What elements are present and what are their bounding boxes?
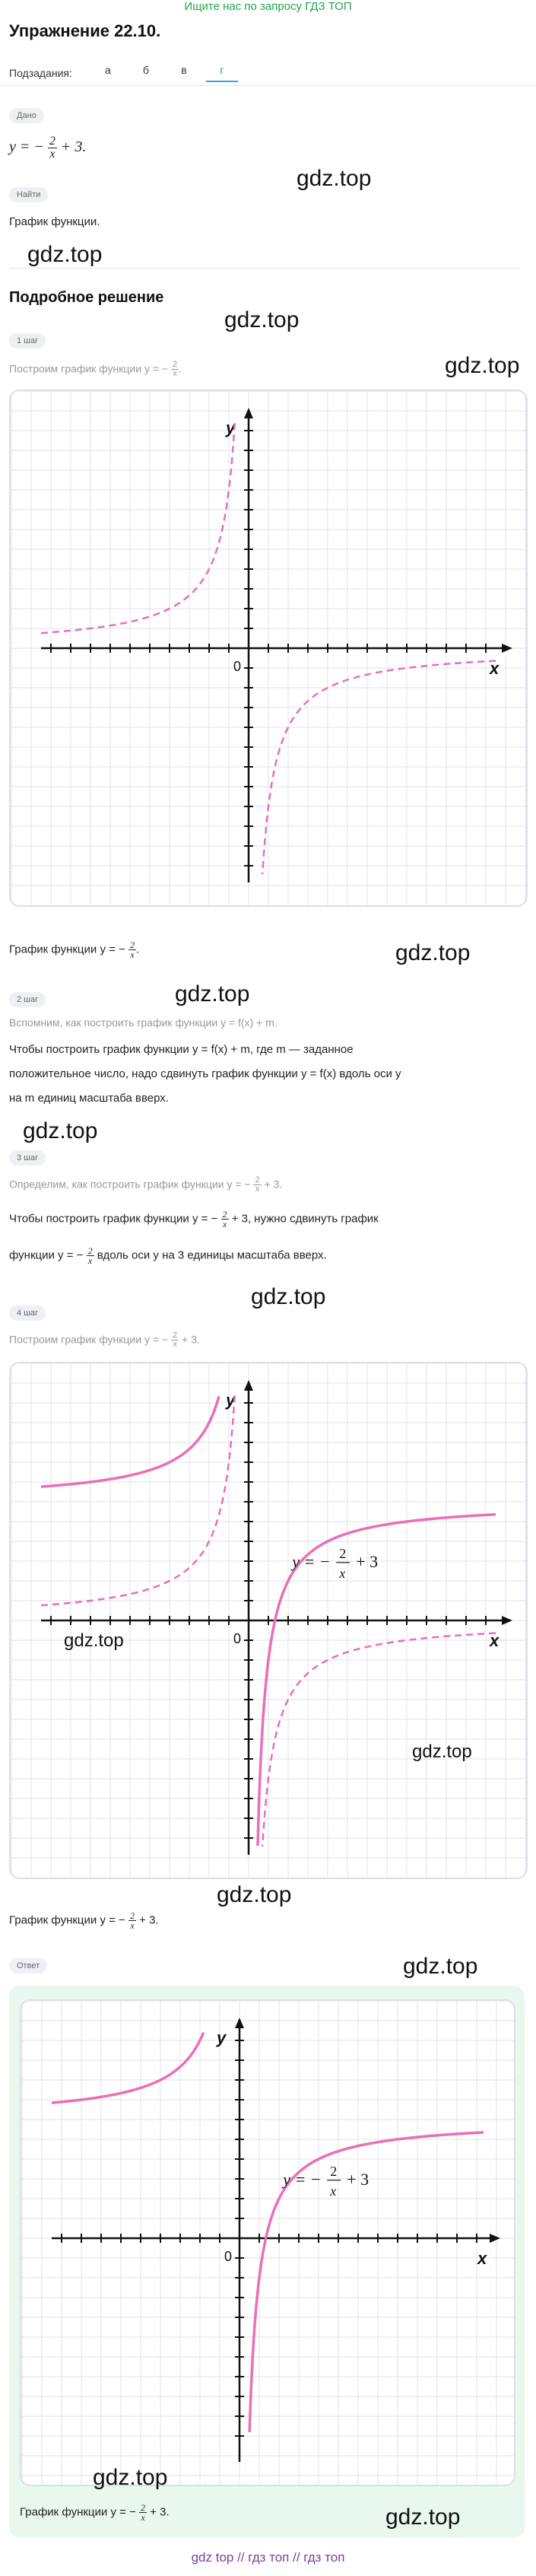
step3-body-2: [9, 1246, 327, 1265]
y-axis-label: y: [226, 418, 236, 437]
step3-body-1: [9, 1210, 379, 1229]
step2-body-2: положительное число, надо сдвинуть график функции y = f(x) вдоль оси y: [9, 1067, 401, 1080]
step3-text-prefix: Определим, как построить график функции y = −: [9, 1178, 251, 1191]
given-formula-suffix: + 3.: [60, 138, 87, 156]
step4-caption-tail: + 3.: [139, 1913, 159, 1927]
step1-caption-fraction: [128, 940, 136, 959]
step4-num: 2: [173, 1331, 178, 1340]
origin-label: 0: [233, 1631, 242, 1646]
answer-caption: [20, 2503, 170, 2522]
find-pill: Найти: [9, 187, 48, 202]
step4-text: [9, 1331, 200, 1349]
answer-caption-prefix: График функции y = −: [20, 2505, 136, 2519]
curve-label-den: x: [339, 1565, 346, 1581]
graph-svg-3: [21, 2001, 514, 2485]
watermark: gdz.top: [251, 1284, 326, 1309]
answer-caption-den: x: [141, 2512, 145, 2523]
answer-caption-tail: + 3.: [150, 2505, 170, 2519]
given-formula-prefix: y = −: [9, 138, 44, 156]
step1-num: 2: [173, 360, 178, 369]
tabs-divider: [0, 85, 536, 86]
step3-body2-den: x: [87, 1255, 93, 1266]
step1-caption-num: 2: [129, 940, 135, 950]
y-axis-arrow: [235, 2018, 244, 2028]
watermark: gdz.top: [403, 1954, 478, 1979]
step3-num: 2: [255, 1175, 260, 1185]
step1-fraction: [171, 361, 179, 378]
step4-caption: [9, 1911, 159, 1930]
answer-pill: Ответ: [9, 1958, 47, 1973]
step4-text-prefix: Построим график функции y = −: [9, 1333, 169, 1346]
answer-caption-fraction: [139, 2503, 147, 2522]
step4-caption-den: x: [130, 1920, 135, 1931]
watermark: gdz.top: [395, 940, 471, 965]
step2-body-3: на m единиц масштаба вверх.: [9, 1092, 169, 1105]
step1-caption-den: x: [130, 949, 135, 960]
y-axis-arrow: [244, 1380, 253, 1391]
shifted-hyperbola-branch: [52, 2033, 204, 2103]
dashed-hyperbola-branch: [41, 1395, 235, 1605]
graph-svg-2: [11, 1363, 526, 1878]
subtasks-label: Подзадания:: [9, 67, 72, 79]
step3-body2-fraction: [87, 1246, 94, 1265]
step3-body-1a: Чтобы построить график функции y = −: [9, 1212, 218, 1226]
step1-caption: [9, 940, 139, 959]
y-axis-label: y: [226, 1391, 236, 1410]
step3-fraction: [253, 1176, 261, 1194]
step3-body-fraction: [221, 1210, 229, 1229]
step2-pill: 2 шаг: [9, 992, 46, 1007]
x-axis-label: x: [477, 2249, 487, 2268]
curve-label-den: x: [330, 2183, 337, 2199]
step4-den: x: [173, 1340, 177, 1350]
given-fraction: [48, 135, 57, 161]
step3-body2-num: 2: [87, 1245, 93, 1256]
step1-pill: 1 шаг: [9, 333, 46, 348]
step1-tail: .: [179, 362, 182, 375]
origin-label: 0: [233, 659, 242, 674]
watermark: gdz.top: [27, 242, 103, 267]
given-num: 2: [49, 135, 56, 148]
page-title: Упражнение 22.10.: [9, 21, 161, 40]
graph-step1: [9, 390, 528, 907]
x-axis-arrow: [490, 2234, 500, 2243]
step3-text-tail: + 3.: [264, 1178, 283, 1191]
watermark: gdz.top: [175, 981, 250, 1007]
x-axis-label: x: [490, 1631, 500, 1650]
subtask-tabs: [9, 64, 241, 82]
curve-label-prefix: y = −: [283, 2169, 322, 2189]
step2-body-1: Чтобы построить график функции y = f(x) + m, где m — заданное: [9, 1043, 354, 1056]
tab-g[interactable]: г: [203, 64, 241, 82]
step3-body-1b: + 3, нужно сдвинуть график: [231, 1212, 379, 1226]
find-text: График функции.: [9, 215, 100, 228]
step1-text: [9, 361, 182, 378]
answer-caption-num: 2: [140, 2502, 145, 2513]
graph-step4: [9, 1362, 528, 1879]
x-axis-arrow: [502, 644, 512, 653]
watermark: gdz.top: [23, 1118, 98, 1143]
step1-caption-tail: .: [135, 943, 140, 956]
curve-label-tail: + 3: [347, 2169, 369, 2189]
solution-title: Подробное решение: [9, 289, 164, 306]
watermark: gdz.top: [412, 1741, 472, 1762]
watermark: gdz.top: [297, 166, 372, 191]
step1-caption-prefix: График функции y = −: [9, 943, 125, 956]
watermark: gdz.top: [64, 1630, 124, 1651]
watermark: gdz.top: [93, 2465, 168, 2490]
watermark: gdz.top: [217, 1882, 292, 1907]
answer-box: [9, 1986, 525, 2538]
dashed-hyperbola-branch: [262, 661, 496, 875]
section-divider: [9, 268, 520, 269]
step4-caption-prefix: График функции y = −: [9, 1913, 125, 1927]
step3-body-2a: функции y = −: [9, 1248, 84, 1262]
step3-text: [9, 1176, 282, 1194]
y-axis-arrow: [244, 408, 253, 418]
step4-pill: 4 шаг: [9, 1305, 46, 1321]
step3-body-2b: вдоль оси y на 3 единицы масштаба вверх.: [97, 1248, 327, 1262]
x-axis-arrow: [502, 1616, 512, 1625]
curve-label-num: 2: [330, 2163, 338, 2179]
tab-a[interactable]: а: [105, 64, 111, 76]
step3-body-num: 2: [222, 1209, 227, 1220]
step4-fraction: [171, 1331, 179, 1349]
watermark: gdz.top: [385, 2504, 461, 2530]
x-axis-label: x: [490, 659, 500, 678]
step3-den: x: [255, 1185, 260, 1194]
step3-body-den: x: [222, 1219, 227, 1229]
step4-text-tail: + 3.: [182, 1333, 200, 1346]
top-banner[interactable]: Ищите нас по запросу ГДЗ ТОП: [184, 0, 352, 13]
step2-text: Вспомним, как построить график функции y = f(x) + m.: [9, 1016, 278, 1029]
given-den: x: [49, 148, 56, 161]
watermark: gdz.top: [445, 353, 520, 378]
watermark: gdz.top: [224, 307, 300, 332]
dashed-hyperbola-branch: [262, 1633, 496, 1847]
dashed-hyperbola-branch: [41, 422, 235, 633]
given-formula: [9, 135, 86, 161]
step4-caption-fraction: [128, 1911, 136, 1930]
tab-v[interactable]: в: [181, 64, 187, 76]
given-pill: Дано: [9, 108, 44, 123]
curve-label-prefix: y = −: [292, 1551, 331, 1571]
step1-text-main: Построим график функции y = −: [9, 362, 169, 375]
tab-b[interactable]: б: [142, 64, 149, 76]
curve-label-num: 2: [339, 1545, 347, 1561]
graph-svg-1: [11, 391, 526, 905]
step3-pill: 3 шаг: [9, 1150, 46, 1166]
footer-links[interactable]: gdz top // гдз топ // гдз топ: [191, 2550, 345, 2565]
step1-den: x: [173, 369, 177, 379]
graph-answer: [20, 1999, 515, 2486]
y-axis-label: y: [217, 2028, 227, 2047]
grid: [21, 2001, 514, 2485]
curve-label-tail: + 3: [356, 1551, 379, 1571]
step4-caption-num: 2: [129, 1910, 135, 1921]
origin-label: 0: [224, 2249, 233, 2264]
